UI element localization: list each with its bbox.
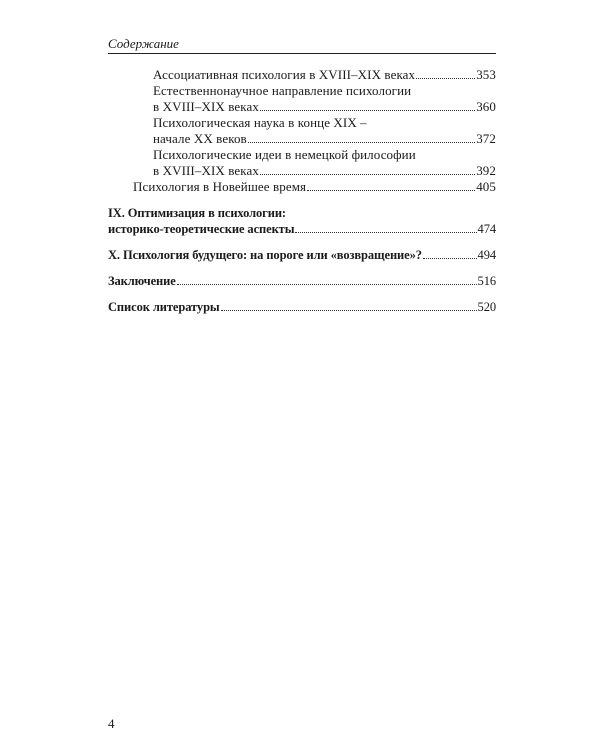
toc-entry-page: 372 <box>476 131 496 146</box>
toc-chapter[interactable] <box>108 221 496 237</box>
toc-chapter-title-line: IX. Оптимизация в психологии: <box>108 206 286 220</box>
running-head: Содержание <box>108 36 496 54</box>
toc-chapter-page: 516 <box>477 274 496 288</box>
leader-dots <box>248 132 475 143</box>
toc-chapter-title: историко-теоретические аспекты <box>108 222 295 236</box>
leader-dots <box>260 100 475 111</box>
leader-dots <box>177 274 477 285</box>
toc-chapter-title: Список литературы <box>108 300 220 314</box>
leader-dots <box>416 68 475 79</box>
toc-entry-title-line: Естественнонаучное направление психологии <box>153 83 412 98</box>
leader-dots <box>221 300 477 311</box>
toc-chapter-page: 474 <box>477 222 496 236</box>
toc-entry-page: 405 <box>476 179 496 194</box>
toc-entry[interactable] <box>153 131 496 147</box>
toc-chapter-page: 494 <box>477 248 496 262</box>
toc-entry-title: начале XX веков <box>153 131 247 146</box>
leader-dots <box>423 248 477 259</box>
page-number: 4 <box>108 716 115 731</box>
toc-chapter[interactable] <box>108 299 496 315</box>
toc-entry-title: в XVIII–XIX веках <box>153 163 259 178</box>
leader-dots <box>307 180 475 191</box>
leader-dots <box>260 164 475 175</box>
toc-entry[interactable] <box>153 99 496 115</box>
toc-chapter[interactable] <box>108 247 496 263</box>
toc-entry-title-line: Психологические идеи в немецкой философии <box>153 147 416 162</box>
toc-entry-title: в XVIII–XIX веках <box>153 99 259 114</box>
toc-entry-title: Психология в Новейшее время <box>133 179 307 194</box>
toc-chapter-title: X. Психология будущего: на пороге или «возвращение»? <box>108 248 422 262</box>
toc-entry-page: 353 <box>476 67 496 82</box>
toc-chapter[interactable] <box>108 273 496 289</box>
toc-entry-title-line: Психологическая наука в конце XIX – <box>153 115 367 130</box>
leader-dots <box>295 222 476 233</box>
toc-entry-page: 392 <box>476 163 496 178</box>
toc-entry-title: Ассоциативная психология в XVIII–XIX веках <box>153 67 416 82</box>
toc-chapter-title: Заключение <box>108 274 176 288</box>
toc-entry[interactable] <box>133 179 496 195</box>
toc-chapter-page: 520 <box>477 300 496 314</box>
toc-entry[interactable] <box>153 67 496 83</box>
toc-entry-page: 360 <box>476 99 496 114</box>
toc-entry[interactable] <box>153 163 496 179</box>
